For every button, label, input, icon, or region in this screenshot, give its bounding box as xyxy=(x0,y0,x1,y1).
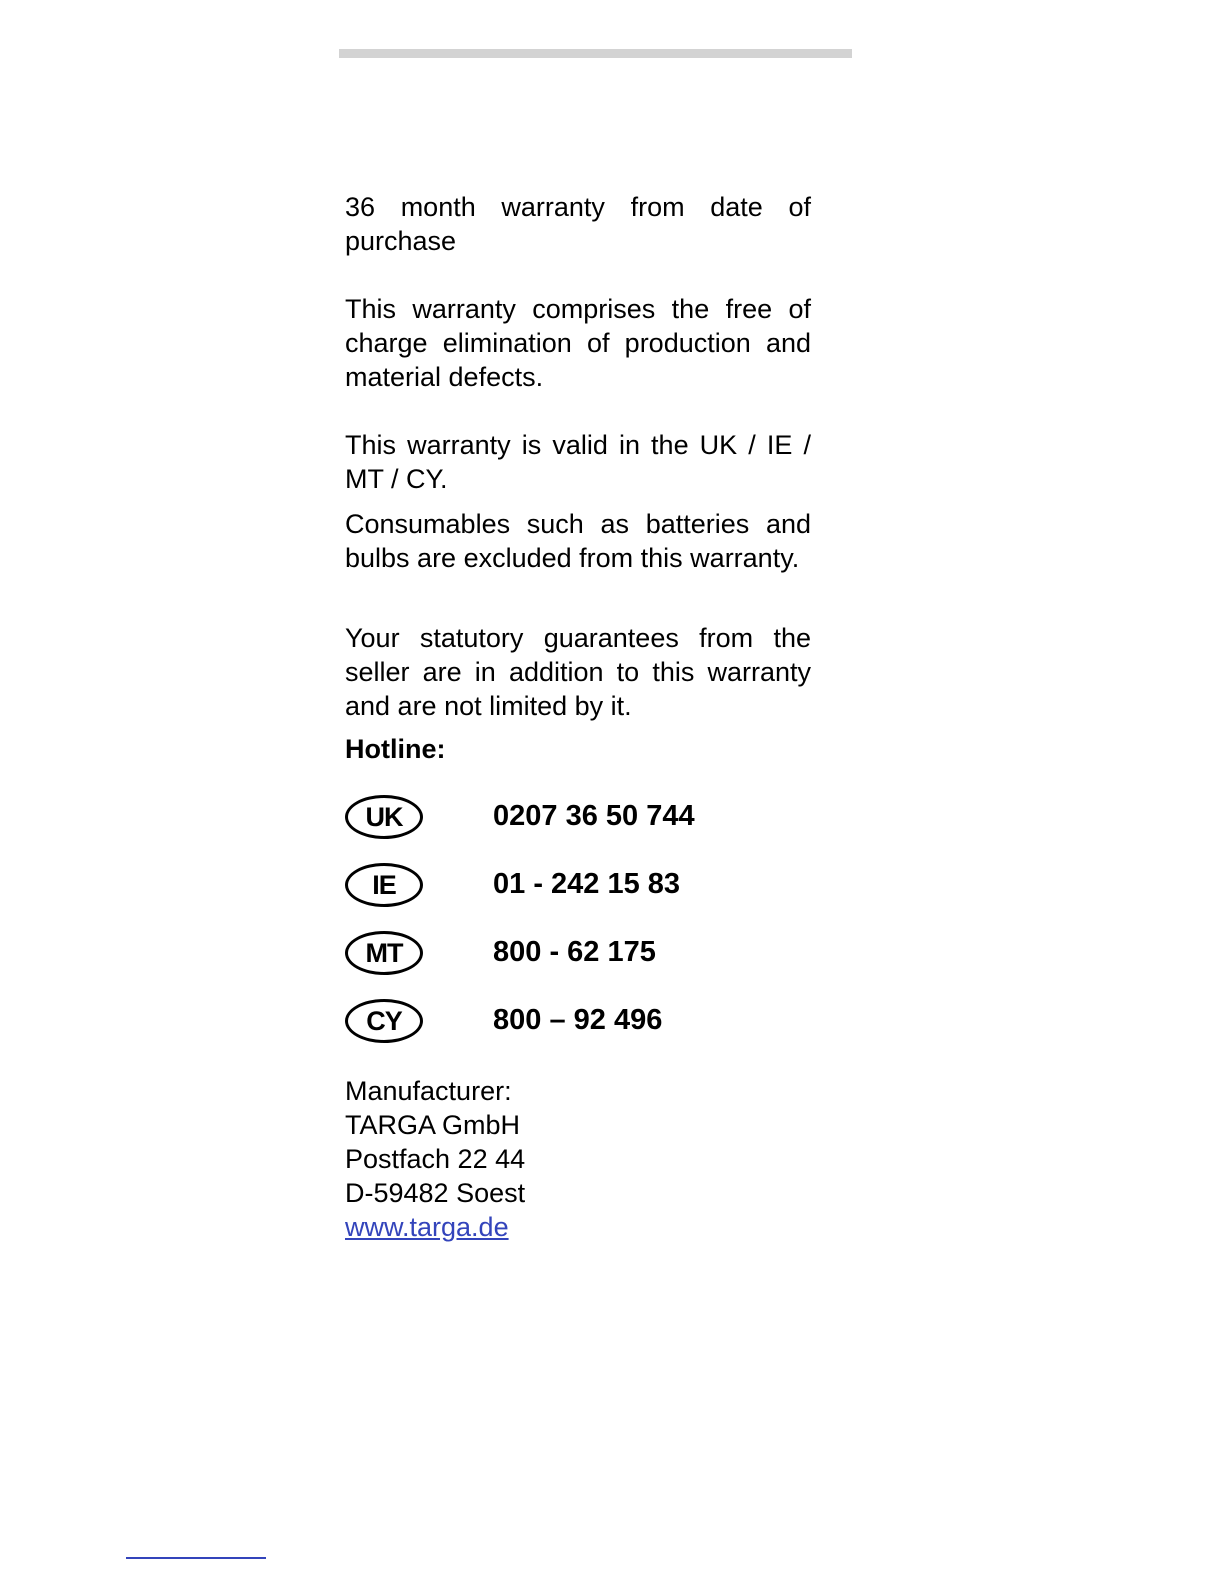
warranty-scope-text: This warranty comprises the free of charge elimination of production and material defects. xyxy=(345,294,811,392)
consumables-exclusion-text: Consumables such as batteries and bulbs are excluded from this warranty. xyxy=(345,509,811,573)
country-badge-ie: IE xyxy=(345,863,423,907)
phone-number-ie: 01 - 242 15 83 xyxy=(493,868,681,900)
phone-number-uk: 0207 36 50 744 xyxy=(493,800,695,832)
top-divider xyxy=(339,49,852,58)
statutory-guarantees-text: Your statutory guarantees from the seller are in addition to this warranty and are not limited by it. xyxy=(345,623,811,721)
country-badge-uk: UK xyxy=(345,795,423,839)
website-link[interactable]: www.targa.de xyxy=(345,1212,509,1242)
warranty-validity-text: This warranty is valid in the UK / IE / MT / CY. xyxy=(345,430,811,494)
country-badge-mt: MT xyxy=(345,931,423,975)
hotline-heading: Hotline: xyxy=(345,734,446,764)
manufacturer-address-line1: Postfach 22 44 xyxy=(345,1144,526,1174)
manufacturer-label: Manufacturer: xyxy=(345,1076,512,1106)
warranty-period-text: 36 month warranty from date of purchase xyxy=(345,192,811,256)
manufacturer-company: TARGA GmbH xyxy=(345,1110,521,1140)
country-badge-cy: CY xyxy=(345,999,423,1043)
manufacturer-block xyxy=(345,1074,811,1244)
manufacturer-address-line2: D-59482 Soest xyxy=(345,1178,526,1208)
phone-number-cy: 800 – 92 496 xyxy=(493,1004,663,1036)
bottom-link-underline xyxy=(126,1557,266,1559)
phone-number-mt: 800 - 62 175 xyxy=(493,936,656,968)
